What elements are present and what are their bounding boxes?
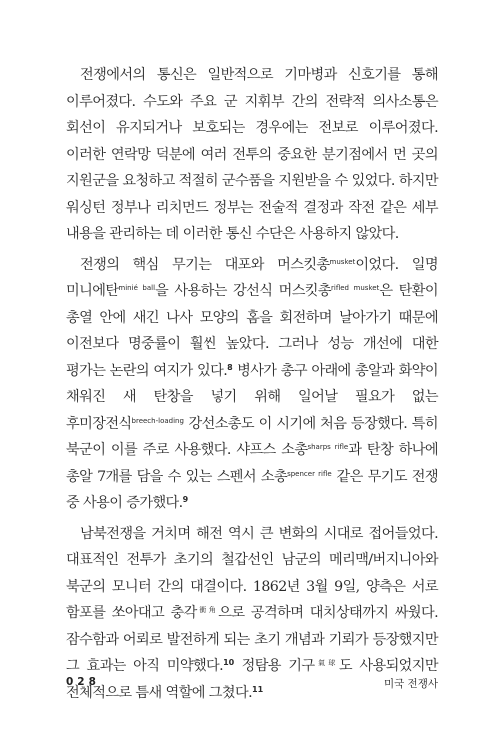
inline-gloss: spencer rifle [287,469,332,478]
paragraph [66,252,438,517]
footnote-marker: 9 [182,495,189,504]
text-run: 도 사용되었지만 전체적으로 틈새 역할에 그쳤다. [66,658,438,701]
footnote-marker: 10 [223,658,235,667]
text-run: 으로 공격하며 대치상태까지 싸웠다. 잠수함과 어뢰로 발전하게 되는 초기 개념과 기뢰가 등장했지만 그 효과는 아직 미약했다. [66,605,438,674]
text-run: 은 탄환이 총열 안에 새긴 나사 모양의 홈을 회전하며 날아가기 때문에 이전보다 명중률이 훨씬 높았다. 그러나 성능 개선에 대한 평가는 논란의 여지가 있다. [66,283,438,379]
text-run: 병사가 총구 아래에 총알과 화약이 채워진 새 탄창을 넣기 위해 일어날 필요가 없는 후미장전식 [66,362,439,432]
text-run: 같은 무기도 전쟁 중 사용이 증가했다. [66,468,438,511]
inline-gloss: 氣球 [314,659,339,667]
text-run: 을 사용하는 강선식 머스킷총 [155,283,332,299]
running-title: 미국 전쟁사 [383,678,438,690]
inline-gloss: breech-loading [131,416,184,425]
text-run: 정탐용 기구 [234,658,315,674]
text-run: 과 탄창 하나에 총알 7개를 담을 수 있는 스펜서 소총 [66,442,438,485]
inline-gloss: musket [329,257,356,266]
inline-gloss: 衝角 [196,606,219,614]
body-text [66,62,438,706]
inline-gloss: rifled musket [331,284,380,292]
page-footer [66,676,438,691]
text-run: 전쟁의 핵심 무기는 대포와 머스킷총 [80,256,330,273]
inline-gloss: minié ball [118,284,156,292]
footnote-marker: 11 [252,684,264,694]
text-run: 남북전쟁을 거치며 해전 역시 큰 변화의 시대로 접어들었다. 대표적인 전투가 초기의 철갑선인 남군의 메리맥/버지니아와 북군의 모니터 간의 대결이다. 1862년 3월 9일, 양측은 서로 함포를 쏘아대고 충각 [66,525,438,621]
text-run: 이었다. 일명 미니에탄 [66,256,438,299]
text-run: 전쟁에서의 통신은 일반적으로 기마병과 신호기를 통해 이루어졌다. 수도와 주요 군 지휘부 간의 전략적 의사소통은 회선이 유지되거나 보호되는 경우에는 전보로 이루어졌다. 이러한 연락망 덕분에 여러 전투의 중요한 분기점에서 먼 곳의 지원군을 요청하고 적절히 군수품을 지원받을 수 있었다. 하지만 워싱턴 정부나 리치먼드 정부는 전술적 결정과 작전 같은 세부 내용을 관리하는 데 이러한 통신 수단은 사용하지 않았다. [66,67,439,242]
footnote-marker: 8 [227,362,233,372]
inline-gloss: sharps rifle [307,443,349,451]
page-number: 028 [66,676,100,688]
text-run: 강선소총도 이 시기에 처음 등장했다. 특히 북군이 이를 주로 사용했다. 샤프스 소총 [66,415,438,458]
paragraph [66,62,438,248]
